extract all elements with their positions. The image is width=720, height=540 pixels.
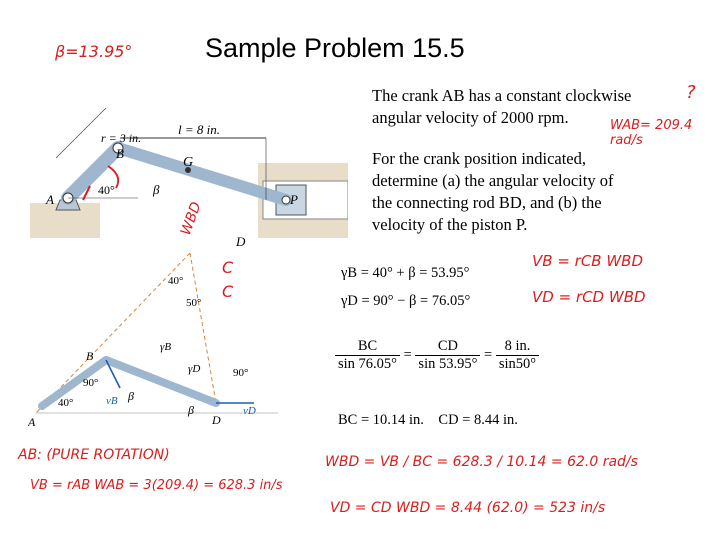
task-line-4: velocity of the piston P. [372,215,528,234]
bottom-label-a: A [28,415,36,428]
hw-wbd-side: WBD [178,199,205,238]
hw-beta: β=13.95° [55,42,133,61]
hw-c1: C [222,258,234,277]
eq-gamma-b: γB = 40° + β = 53.95° [341,265,470,281]
dim-r-ext [56,108,106,158]
label-b: B [116,146,124,161]
task-statement [372,148,613,236]
frac-bd-num: 8 in. [496,338,539,356]
label-d: D [236,234,246,248]
frac-cd-den: sin 53.95° [418,356,478,372]
label-beta: β [153,182,160,197]
task-line-3: the connecting rod BD, and (b) the [372,193,602,212]
frac-bd [496,338,539,373]
bottom-label-50: 50° [186,297,202,309]
geometry-figure [28,248,328,428]
hw-ab-note: AB: (PURE ROTATION) [18,447,170,463]
bottom-label-90d: 90° [233,367,249,379]
problem-line-2: angular velocity of 2000 rpm. [372,108,569,127]
frac-cd-num: CD [415,338,480,356]
joint-d [282,196,290,204]
eq-gamma-d: γD = 90° − β = 76.05° [341,293,471,309]
hw-vd-calc: VD = CD WBD = 8.44 (62.0) = 523 in/s [330,500,606,516]
bottom-label-beta1: β [128,389,134,403]
bottom-label-40: 40° [58,397,74,409]
frac-bc-num: BC [335,338,400,356]
task-line-2: determine (a) the angular velocity of [372,171,614,190]
hw-vb-calc: VB = rAB WAB = 3(209.4) = 628.3 in/s [30,478,283,493]
label-l: l = 8 in. [178,122,220,137]
bottom-label-gb: γB [160,341,172,353]
label-a: A [46,192,54,207]
label-g: G [183,155,194,170]
problem-line-1: The crank AB has a constant clockwise [372,86,632,105]
label-p: P [290,192,298,207]
problem-statement [372,85,631,129]
eq-sine-rule: $\frac{BC}{\sin 76.05^\circ}$ = $\frac{CD}{\sin 53.95^\circ}$ = $\frac{8 in.}{\sin 50^\circ}$ [335,338,539,373]
bottom-label-b: B [86,349,94,363]
bottom-label-90b: 90° [83,377,99,389]
bottom-label-gd: γD [188,363,201,375]
label-r: r = 3 in. [101,131,142,145]
bottom-label-vb: vB [106,395,118,407]
frac-cd [415,338,480,373]
line-cd [190,253,216,403]
slide-title: Sample Problem 15.5 [205,33,465,63]
bottom-label-40-top: 40° [168,275,184,287]
hw-c2: C [222,282,234,301]
hw-question: ? [686,82,696,103]
label-angle: 40° [98,183,115,197]
hw-wbd-calc: WBD = VB / BC = 628.3 / 10.14 = 62.0 rad/s [325,454,638,470]
frac-bd-den: sin50° [498,356,537,372]
frac-bc [335,338,400,373]
bottom-label-beta2: β [188,403,194,417]
bottom-label-d: D [212,413,221,427]
task-line-1: For the crank position indicated, [372,149,586,168]
bottom-label-vd: vD [243,405,256,417]
hw-vb-rel: VB = rCB WBD [532,252,644,270]
hw-wab: WAB= 209.4 rad/s [610,118,693,148]
eq-result: BC = 10.14 in. CD = 8.44 in. [338,412,518,428]
hw-vd-rel: VD = rCD WBD [532,288,646,306]
frac-bc-den: sin 76.05° [338,356,397,372]
